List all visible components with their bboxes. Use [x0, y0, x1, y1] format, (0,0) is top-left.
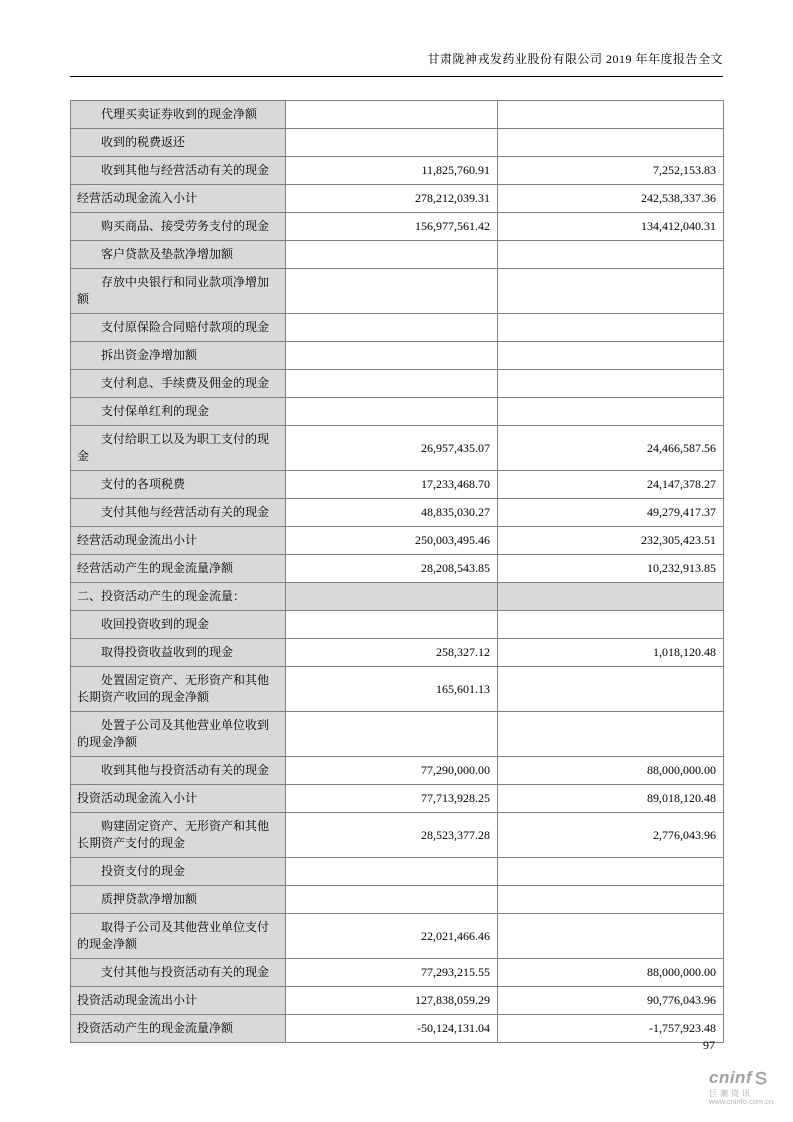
table-row: [71, 471, 724, 499]
current-period-value-cell: 26,957,435.07: [286, 426, 498, 471]
item-label-cell: 支付的各项税费: [71, 471, 286, 499]
prior-period-value-cell: [498, 886, 724, 914]
table-row: [71, 914, 724, 959]
prior-period-value-cell: -1,757,923.48: [498, 1015, 724, 1043]
current-period-value-cell: 48,835,030.27: [286, 499, 498, 527]
item-label-cell: 投资活动现金流入小计: [71, 785, 286, 813]
current-period-value-cell: 258,327.12: [286, 639, 498, 667]
prior-period-value-cell: [498, 314, 724, 342]
item-label-cell: 代理买卖证券收到的现金净额: [71, 101, 286, 129]
table-row: [71, 611, 724, 639]
current-period-value-cell: 28,523,377.28: [286, 813, 498, 858]
table-row: [71, 370, 724, 398]
prior-period-value-cell: 10,232,913.85: [498, 555, 724, 583]
item-label-cell: 收到其他与经营活动有关的现金: [71, 157, 286, 185]
table-row: [71, 241, 724, 269]
prior-period-value-cell: 1,018,120.48: [498, 639, 724, 667]
current-period-value-cell: 22,021,466.46: [286, 914, 498, 959]
current-period-value-cell: [286, 269, 498, 314]
prior-period-value-cell: 88,000,000.00: [498, 959, 724, 987]
item-label-cell: 经营活动产生的现金流量净额: [71, 555, 286, 583]
item-label-cell: 支付其他与经营活动有关的现金: [71, 499, 286, 527]
current-period-value-cell: 250,003,495.46: [286, 527, 498, 555]
item-label-cell: 经营活动现金流入小计: [71, 185, 286, 213]
item-label-cell: 购买商品、接受劳务支付的现金: [71, 213, 286, 241]
current-period-value-cell: 28,208,543.85: [286, 555, 498, 583]
prior-period-value-cell: 49,279,417.37: [498, 499, 724, 527]
report-title: 甘肃陇神戎发药业股份有限公司 2019 年年度报告全文: [427, 52, 723, 66]
item-label-cell: 支付原保险合同赔付款项的现金: [71, 314, 286, 342]
table-row: [71, 555, 724, 583]
current-period-value-cell: [286, 314, 498, 342]
prior-period-value-cell: 90,776,043.96: [498, 987, 724, 1015]
current-period-value-cell: [286, 583, 498, 611]
current-period-value-cell: [286, 398, 498, 426]
current-period-value-cell: [286, 858, 498, 886]
prior-period-value-cell: [498, 583, 724, 611]
item-label-cell: 取得子公司及其他营业单位支付的现金净额: [71, 914, 286, 959]
prior-period-value-cell: [498, 269, 724, 314]
item-label-cell: 投资活动现金流出小计: [71, 987, 286, 1015]
cninfo-logo-brand: cninf: [709, 1068, 753, 1087]
table-row: [71, 499, 724, 527]
current-period-value-cell: 77,713,928.25: [286, 785, 498, 813]
table-row: [71, 667, 724, 712]
table-row: [71, 398, 724, 426]
table-row: [71, 342, 724, 370]
item-label-cell: 拆出资金净增加额: [71, 342, 286, 370]
page-header: [70, 50, 723, 77]
cninfo-logo-name-cn: 巨潮资讯: [709, 1088, 753, 1098]
table-row: [71, 959, 724, 987]
item-label-cell: 投资活动产生的现金流量净额: [71, 1015, 286, 1043]
current-period-value-cell: 156,977,561.42: [286, 213, 498, 241]
current-period-value-cell: [286, 129, 498, 157]
current-period-value-cell: [286, 342, 498, 370]
prior-period-value-cell: [498, 370, 724, 398]
current-period-value-cell: -50,124,131.04: [286, 1015, 498, 1043]
item-label-cell: 存放中央银行和同业款项净增加额: [71, 269, 286, 314]
table-row: [71, 858, 724, 886]
cninfo-swirl-icon: [753, 1070, 769, 1086]
cash-flow-table-body: [71, 101, 724, 1043]
prior-period-value-cell: 242,538,337.36: [498, 185, 724, 213]
item-label-cell: 支付给职工以及为职工支付的现金: [71, 426, 286, 471]
table-row: [71, 527, 724, 555]
table-row: [71, 157, 724, 185]
current-period-value-cell: 127,838,059.29: [286, 987, 498, 1015]
prior-period-value-cell: 2,776,043.96: [498, 813, 724, 858]
table-row: [71, 426, 724, 471]
table-row: [71, 639, 724, 667]
current-period-value-cell: [286, 101, 498, 129]
current-period-value-cell: 11,825,760.91: [286, 157, 498, 185]
prior-period-value-cell: 7,252,153.83: [498, 157, 724, 185]
prior-period-value-cell: [498, 342, 724, 370]
item-label-cell: 二、投资活动产生的现金流量：: [71, 583, 286, 611]
item-label-cell: 收到的税费返还: [71, 129, 286, 157]
cninfo-logo-top: [709, 1068, 779, 1088]
prior-period-value-cell: [498, 914, 724, 959]
item-label-cell: 收回投资收到的现金: [71, 611, 286, 639]
table-row: [71, 712, 724, 757]
current-period-value-cell: 165,601.13: [286, 667, 498, 712]
item-label-cell: 客户贷款及垫款净增加额: [71, 241, 286, 269]
item-label-cell: 支付利息、手续费及佣金的现金: [71, 370, 286, 398]
current-period-value-cell: [286, 370, 498, 398]
current-period-value-cell: [286, 886, 498, 914]
current-period-value-cell: 77,290,000.00: [286, 757, 498, 785]
current-period-value-cell: [286, 241, 498, 269]
table-row: [71, 785, 724, 813]
cash-flow-table: [70, 100, 724, 1043]
current-period-value-cell: [286, 712, 498, 757]
cninfo-logo-url: www.cninfo.com.cn: [709, 1096, 774, 1106]
table-row: [71, 269, 724, 314]
prior-period-value-cell: 134,412,040.31: [498, 213, 724, 241]
prior-period-value-cell: 88,000,000.00: [498, 757, 724, 785]
cninfo-logo: [709, 1068, 779, 1106]
prior-period-value-cell: [498, 712, 724, 757]
table-row: [71, 101, 724, 129]
prior-period-value-cell: [498, 241, 724, 269]
item-label-cell: 经营活动现金流出小计: [71, 527, 286, 555]
prior-period-value-cell: [498, 858, 724, 886]
prior-period-value-cell: 232,305,423.51: [498, 527, 724, 555]
current-period-value-cell: 17,233,468.70: [286, 471, 498, 499]
item-label-cell: 处置固定资产、无形资产和其他长期资产收回的现金净额: [71, 667, 286, 712]
table-row: [71, 813, 724, 858]
prior-period-value-cell: 89,018,120.48: [498, 785, 724, 813]
current-period-value-cell: 278,212,039.31: [286, 185, 498, 213]
item-label-cell: 支付保单红利的现金: [71, 398, 286, 426]
table-row: [71, 185, 724, 213]
item-label-cell: 取得投资收益收到的现金: [71, 639, 286, 667]
prior-period-value-cell: [498, 101, 724, 129]
prior-period-value-cell: [498, 129, 724, 157]
current-period-value-cell: [286, 611, 498, 639]
item-label-cell: 购建固定资产、无形资产和其他长期资产支付的现金: [71, 813, 286, 858]
prior-period-value-cell: 24,466,587.56: [498, 426, 724, 471]
table-row: [71, 583, 724, 611]
table-row: [71, 886, 724, 914]
item-label-cell: 投资支付的现金: [71, 858, 286, 886]
table-row: [71, 757, 724, 785]
current-period-value-cell: 77,293,215.55: [286, 959, 498, 987]
table-row: [71, 314, 724, 342]
table-row: [71, 213, 724, 241]
prior-period-value-cell: 24,147,378.27: [498, 471, 724, 499]
item-label-cell: 收到其他与投资活动有关的现金: [71, 757, 286, 785]
prior-period-value-cell: [498, 667, 724, 712]
item-label-cell: 支付其他与投资活动有关的现金: [71, 959, 286, 987]
table-row: [71, 129, 724, 157]
table-row: [71, 987, 724, 1015]
item-label-cell: 处置子公司及其他营业单位收到的现金净额: [71, 712, 286, 757]
prior-period-value-cell: [498, 611, 724, 639]
prior-period-value-cell: [498, 398, 724, 426]
page-number: 97: [703, 1038, 715, 1052]
item-label-cell: 质押贷款净增加额: [71, 886, 286, 914]
